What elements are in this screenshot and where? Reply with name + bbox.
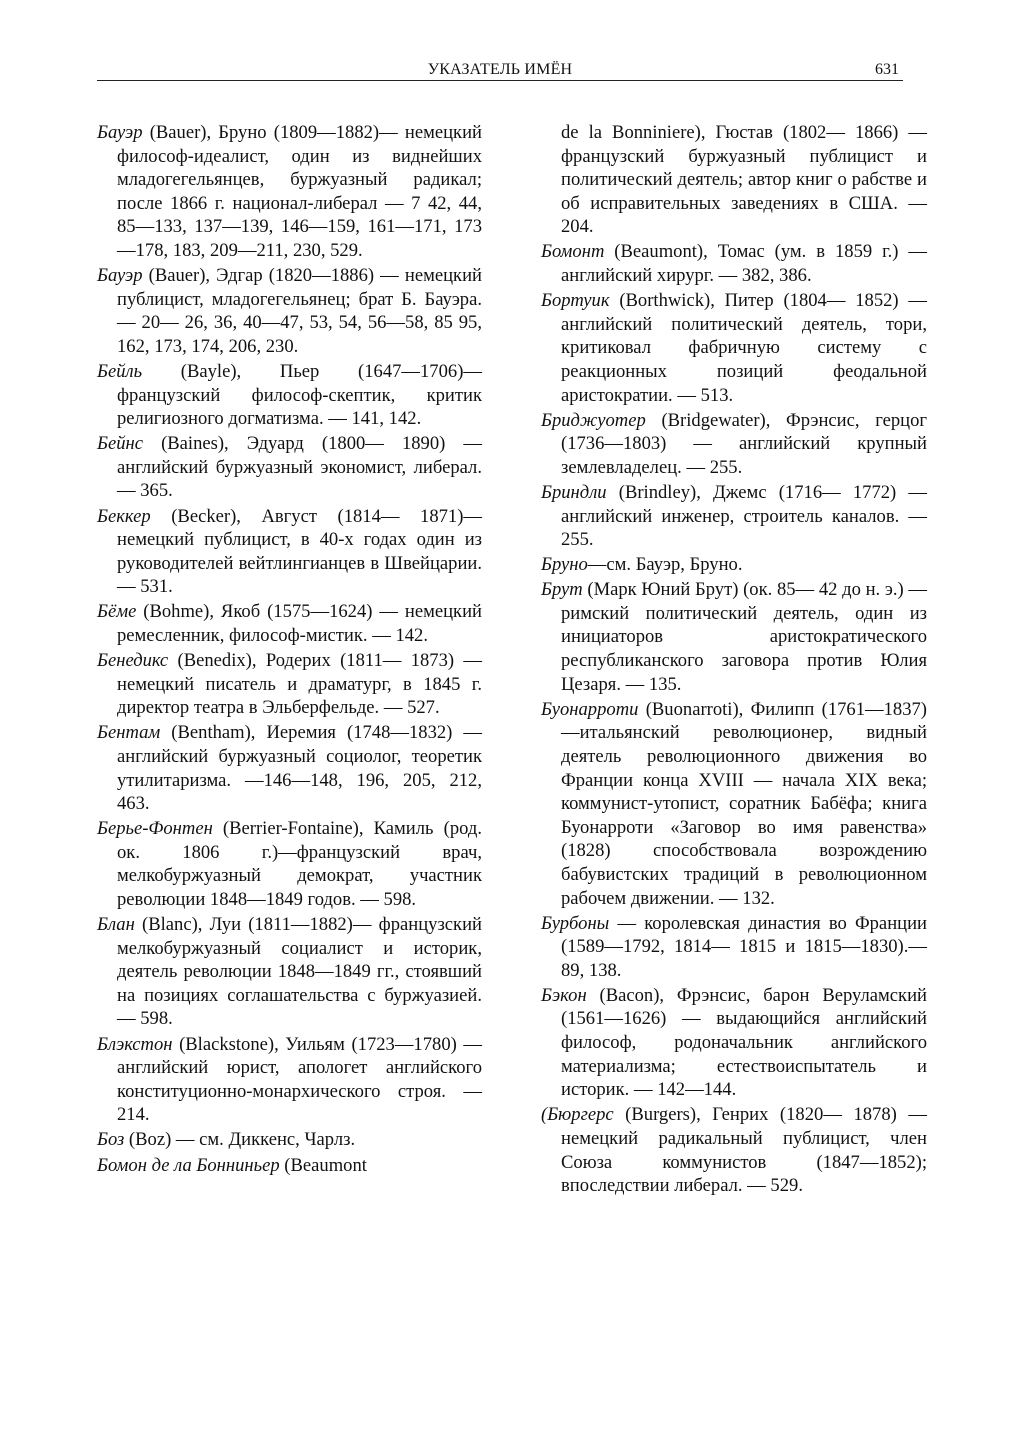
index-entry — [541, 912, 927, 983]
entry-text: (Brindley), Джемс (1716— 1772) — английский инженер, строитель каналов. — 255. — [561, 481, 927, 551]
index-entry — [97, 1128, 482, 1152]
entry-text: (Bentham), Иеремия (1748—1832) — английский буржуазный социолог, теоретик утилитаризма. —146—148, 196, 205, 212, 463. — [117, 722, 482, 815]
index-entry — [541, 1103, 927, 1197]
entry-text: (Becker), Август (1814— 1871)— немецкий публицист, в 40-х годах один из руководителей вейтлингианцев в Швейцарии. — 531. — [117, 505, 482, 598]
entry-name: Берье-Фонтен — [97, 818, 213, 840]
entry-text: de la Bonniniere), Гюстав (1802— 1866) — французский буржуазный публицист и политический деятель; автор книг о рабстве и об исправительных заведениях в США. — 204. — [561, 122, 927, 238]
index-column-left — [97, 121, 482, 1179]
index-entry — [541, 240, 927, 287]
entry-text: (Boz) — см. Диккенс, Чарлз. — [124, 1129, 356, 1151]
index-entry — [97, 432, 482, 503]
entry-text: (Bauer), Бруно (1809—1882)— немецкий философ-идеалист, один из виднейших младогегельянцев, буржуазный радикал; после 1866 г. национал-либерал — 7 42, 44, 85—133, 137—139, 146—159, 161—171, 173—178, 183, 209—211, 230, 529. — [117, 122, 482, 261]
entry-text: (Berrier-Fontaine), Камиль (род. ок. 1806 г.)—французский врач, мелкобуржуазный демократ, участник революции 1848—1849 годов. — 598. — [117, 818, 482, 910]
running-header — [97, 60, 903, 81]
entry-text: (Burgers), Генрих (1820— 1878) — немецкий радикальный публицист, член Союза коммунистов (1847—1852); впоследствии либерал. — 529. — [561, 1104, 927, 1197]
header-title: УКАЗАТЕЛЬ ИМЁН — [427, 61, 573, 78]
entry-name: Беккер — [97, 505, 151, 527]
entry-text: (Buonarroti), Филипп (1761—1837)—итальянский революционер, видный деятель революционного движения во Франции конца XVIII — начала XIX века; коммунист-утопист, соратник Бабёфа; книга Буонарроти «Заговор во имя равенства» (1828) способствовала возрождению бабувистских традиций в революционном рабочем движении. — 132. — [561, 698, 927, 909]
index-entry — [541, 409, 927, 480]
page-number: 631 — [875, 61, 899, 78]
index-entry — [97, 360, 482, 431]
entry-name: Бомонт — [541, 241, 605, 263]
index-entry — [541, 984, 927, 1102]
index-entry — [97, 649, 482, 720]
entry-name: Бомон де ла Бонниньер — [97, 1154, 280, 1176]
index-entry — [541, 578, 927, 696]
entry-name: Бенедикс — [97, 650, 169, 672]
index-entry — [97, 913, 482, 1031]
entry-name: Бауэр — [97, 122, 143, 143]
entry-text: (Bauer), Эдгар (1820—1886) — немецкий публицист, младогегельянец; брат Б. Бауэра. — 20— 26, 36, 40—47, 53, 54, 56—58, 85 95, 162, 173, 174, 206, 230. — [117, 265, 482, 357]
entry-name: Брут — [541, 579, 583, 601]
entry-name: Бауэр — [97, 265, 143, 287]
index-entry — [97, 721, 482, 815]
entry-text: (Bohme), Якоб (1575—1624) — немецкий ремесленник, философ-мистик. — 142. — [117, 601, 482, 646]
entry-name: Бэкон — [541, 984, 587, 1006]
entry-text: (Blackstone), Уильям (1723—1780) —английский юрист, апологет английского конституционно-монархического строя. — 214. — [117, 1033, 482, 1126]
entry-text: (Bayle), Пьер (1647—1706)— французский философ-скептик, критик религиозного догматизма. — 141, 142. — [117, 360, 482, 430]
entry-name: Бёме — [97, 601, 137, 623]
entry-name: Бриджуотер — [541, 409, 646, 431]
index-entry — [541, 121, 927, 239]
entry-text: (Марк Юний Брут) (ок. 85— 42 до н. э.) — римский политический деятель, один из инициаторов аристократического республиканского заговора против Юлия Цезаря. — 135. — [561, 579, 927, 695]
entry-text: (Beaumont), Томас (ум. в 1859 г.) — английский хирург. — 382, 386. — [561, 241, 927, 287]
index-entry — [97, 121, 482, 263]
index-entry — [97, 264, 482, 358]
entry-text: (Bacon), Фрэнсис, барон Веруламский (1561—1626) — выдающийся английский философ, родоначальник английского материализма; естествоиспытатель и историк. — 142—144. — [561, 984, 927, 1101]
entry-name: Бруно — [541, 554, 588, 576]
entry-text: (Beaumont — [279, 1154, 367, 1176]
entry-name: Бентам — [97, 722, 161, 744]
index-entry — [541, 289, 927, 407]
entry-name: Боз — [97, 1129, 125, 1151]
entry-name: Буонарроти — [541, 698, 639, 720]
index-entry — [97, 817, 482, 911]
index-entry — [541, 553, 927, 577]
entry-text: (Baines), Эдуард (1800— 1890) — английский буржуазный экономист, либерал. — 365. — [117, 433, 482, 502]
index-entry — [541, 698, 927, 910]
index-entry — [97, 1154, 482, 1178]
entry-text: (Blanc), Луи (1811—1882)— французский мелкобуржуазный социалист и историк, деятель революции 1848—1849 гг., стоявший на позициях соглашательства с буржуазией. — 598. — [117, 914, 482, 1030]
entry-name: Блэкстон — [97, 1033, 173, 1055]
index-entry — [97, 505, 482, 599]
entry-name: Бурбоны — [541, 912, 610, 934]
entry-name: Бортуик — [541, 290, 610, 312]
entry-text: (Bridgewater), Фрэнсис, герцог (1736—1803) — английский крупный землевладелец. — 255. — [561, 409, 927, 478]
index-column-right — [541, 121, 927, 1199]
index-entry — [97, 1033, 482, 1127]
index-entry — [541, 481, 927, 552]
entry-name: Блан — [97, 914, 135, 936]
entry-text: (Benedix), Родерих (1811— 1873) — немецкий писатель и драматург, в 1845 г. директор театра в Эльберфельде. — 527. — [117, 650, 482, 719]
index-entry — [97, 600, 482, 647]
entry-text: — королевская династия во Франции (1589—1792, 1814— 1815 и 1815—1830).—89, 138. — [561, 912, 927, 981]
entry-text: (Borthwick), Питер (1804— 1852) — английский политический деятель, тори, критиковал фабричную систему с реакционных позиций феодальной аристократии. — 513. — [561, 290, 927, 406]
entry-name: Бриндли — [541, 481, 607, 503]
entry-name: (Бюргерс — [541, 1104, 614, 1126]
entry-name: Бейнс — [97, 433, 143, 455]
entry-text: —см. Бауэр, Бруно. — [587, 554, 743, 576]
entry-name: Бейль — [97, 360, 143, 382]
